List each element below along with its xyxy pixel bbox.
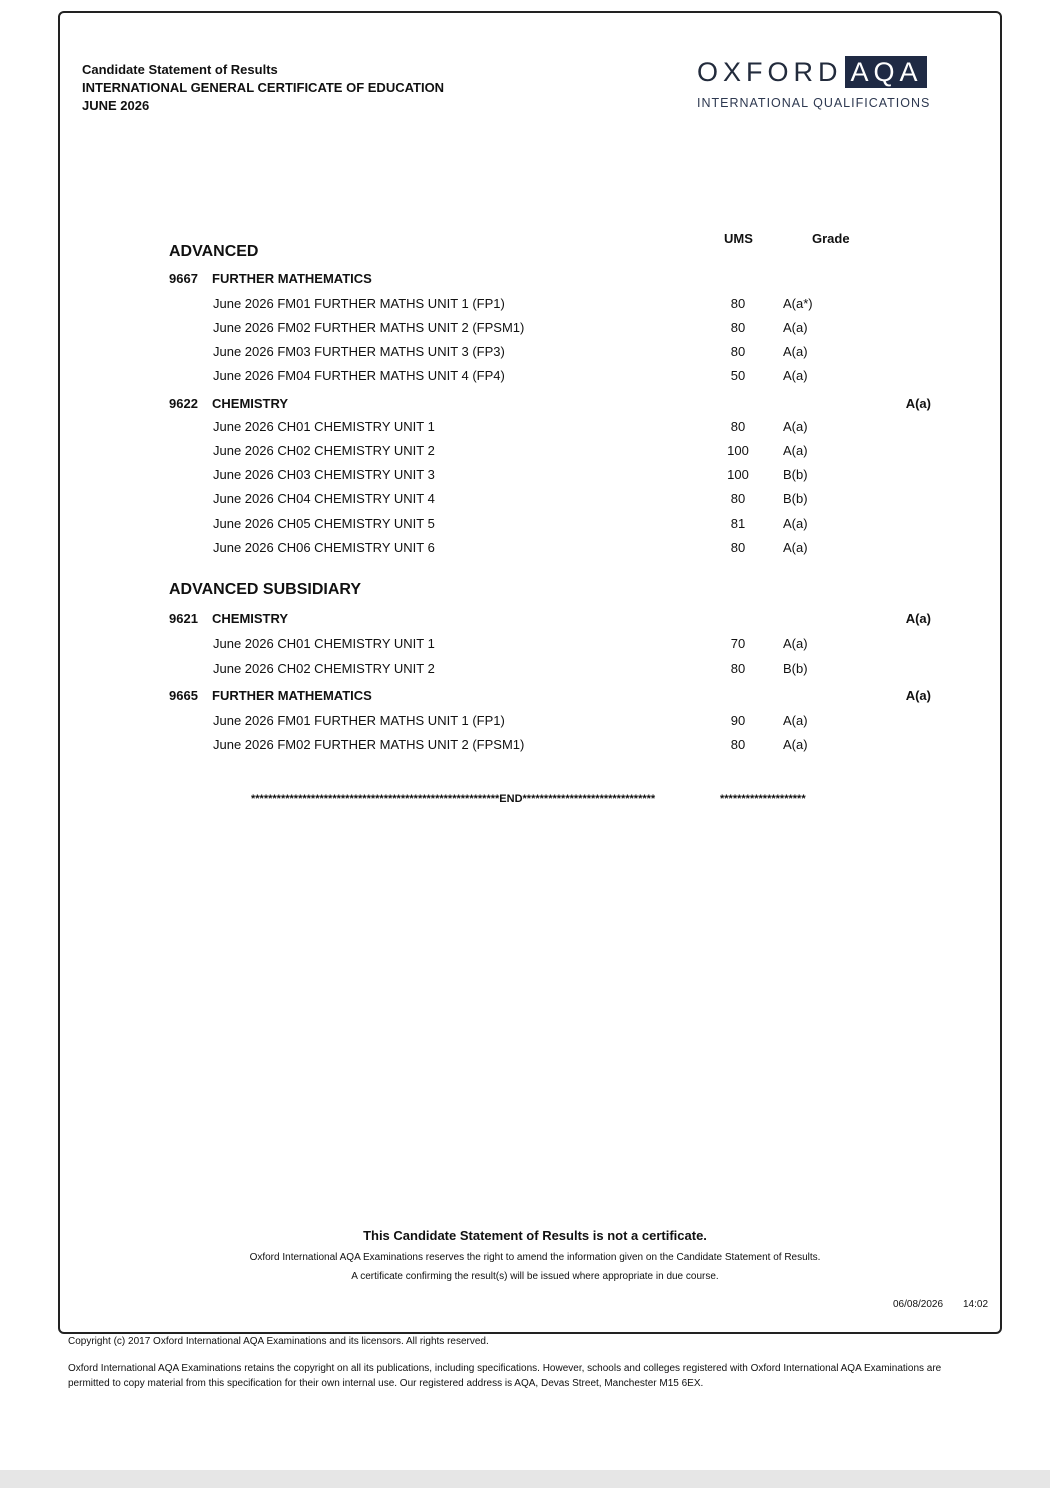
unit-grade: A(a*)	[783, 296, 813, 311]
unit-name: June 2026 CH06 CHEMISTRY UNIT 6	[213, 540, 435, 555]
subject-code: 9665	[169, 688, 198, 703]
unit-grade: A(a)	[783, 516, 808, 531]
unit-row	[0, 318, 1050, 338]
unit-row	[0, 538, 1050, 558]
unit-row	[0, 489, 1050, 509]
unit-grade: A(a)	[783, 540, 808, 555]
unit-grade: A(a)	[783, 443, 808, 458]
subject-overall-grade: A(a)	[905, 396, 931, 411]
bottom-bar	[0, 1470, 1050, 1488]
unit-name: June 2026 CH01 CHEMISTRY UNIT 1	[213, 636, 435, 651]
end-marker-right: ********************	[720, 793, 806, 805]
legal-line: Oxford International AQA Examinations retains the copyright on all its publications, including specifications. However, schools and colleges registered with Oxford International AQA Examinations are	[68, 1363, 942, 1374]
subject-overall-grade: A(a)	[905, 611, 931, 626]
not-certificate-notice: This Candidate Statement of Results is not a certificate.	[363, 1228, 707, 1243]
unit-ums: 100	[727, 443, 749, 458]
unit-grade: A(a)	[783, 636, 808, 651]
unit-name: June 2026 FM01 FURTHER MATHS UNIT 1 (FP1)	[213, 713, 505, 728]
unit-name: June 2026 CH01 CHEMISTRY UNIT 1	[213, 419, 435, 434]
end-marker-left: **********************************************************END*******************************	[251, 793, 656, 805]
unit-ums: 81	[730, 516, 746, 531]
logo-subtitle: INTERNATIONAL QUALIFICATIONS	[697, 96, 931, 110]
unit-row	[0, 294, 1050, 314]
subject-code: 9622	[169, 396, 198, 411]
statement-title: Candidate Statement of Results	[82, 62, 278, 77]
unit-name: June 2026 FM01 FURTHER MATHS UNIT 1 (FP1)	[213, 296, 505, 311]
unit-row	[0, 514, 1050, 534]
logo-aqa-box: AQA	[845, 56, 927, 88]
unit-name: June 2026 CH04 CHEMISTRY UNIT 4	[213, 491, 435, 506]
unit-ums: 80	[730, 320, 746, 335]
unit-ums: 70	[730, 636, 746, 651]
unit-grade: A(a)	[783, 320, 808, 335]
unit-grade: B(b)	[783, 661, 808, 676]
issue-time: 14:02	[963, 1299, 989, 1310]
unit-ums: 80	[730, 661, 746, 676]
unit-row	[0, 465, 1050, 485]
unit-grade: B(b)	[783, 491, 808, 506]
unit-name: June 2026 CH02 CHEMISTRY UNIT 2	[213, 443, 435, 458]
qualification-title: INTERNATIONAL GENERAL CERTIFICATE OF EDUCATION	[82, 80, 445, 95]
unit-ums: 80	[730, 419, 746, 434]
oxford-aqa-logo	[697, 56, 935, 110]
section-title-advanced-subsidiary: ADVANCED SUBSIDIARY	[169, 581, 362, 598]
unit-row	[0, 366, 1050, 386]
ums-column-header: UMS	[724, 231, 753, 246]
unit-ums: 50	[730, 368, 746, 383]
subject-overall-grade: A(a)	[905, 688, 931, 703]
unit-ums: 100	[727, 467, 749, 482]
subject-row	[0, 686, 1050, 706]
copyright-text: Copyright (c) 2017 Oxford International AQA Examinations and its licensors. All rights reserved.	[68, 1336, 489, 1347]
unit-row	[0, 735, 1050, 755]
unit-ums: 80	[730, 296, 746, 311]
logo-oxford-text: OXFORD	[697, 57, 843, 87]
issue-date: 06/08/2026	[893, 1299, 944, 1310]
unit-ums: 80	[730, 491, 746, 506]
unit-name: June 2026 FM02 FURTHER MATHS UNIT 2 (FPSM1)	[213, 320, 525, 335]
unit-name: June 2026 CH03 CHEMISTRY UNIT 3	[213, 467, 435, 482]
subject-row	[0, 269, 1050, 289]
unit-name: June 2026 FM03 FURTHER MATHS UNIT 3 (FP3)	[213, 344, 505, 359]
unit-grade: A(a)	[783, 419, 808, 434]
unit-grade: A(a)	[783, 344, 808, 359]
certificate-notice: A certificate confirming the result(s) will be issued where appropriate in due course.	[351, 1271, 719, 1282]
unit-name: June 2026 CH05 CHEMISTRY UNIT 5	[213, 516, 435, 531]
unit-grade: A(a)	[783, 368, 808, 383]
subject-name: CHEMISTRY	[212, 611, 289, 626]
section-title-advanced: ADVANCED	[169, 243, 259, 260]
subject-code: 9667	[169, 271, 198, 286]
unit-ums: 90	[730, 713, 746, 728]
unit-name: June 2026 FM04 FURTHER MATHS UNIT 4 (FP4)	[213, 368, 505, 383]
unit-ums: 80	[730, 737, 746, 752]
unit-name: June 2026 FM02 FURTHER MATHS UNIT 2 (FPSM1)	[213, 737, 525, 752]
grade-column-header: Grade	[812, 231, 850, 246]
series-title: JUNE 2026	[82, 98, 150, 113]
unit-row	[0, 342, 1050, 362]
legal-text	[68, 1361, 941, 1391]
unit-ums: 80	[730, 344, 746, 359]
unit-row	[0, 634, 1050, 654]
unit-row	[0, 441, 1050, 461]
unit-row	[0, 417, 1050, 437]
unit-grade: A(a)	[783, 737, 808, 752]
subject-name: FURTHER MATHEMATICS	[212, 688, 372, 703]
amend-notice: Oxford International AQA Examinations reserves the right to amend the information given on the Candidate Statement of Results.	[249, 1252, 821, 1263]
unit-row	[0, 711, 1050, 731]
unit-grade: B(b)	[783, 467, 808, 482]
subject-name: CHEMISTRY	[212, 396, 289, 411]
legal-line: permitted to copy material from this specification for their own internal use. Our registered address is AQA, Devas Street, Manchester M15 6EX.	[68, 1378, 704, 1389]
unit-ums: 80	[730, 540, 746, 555]
document-header	[82, 61, 444, 115]
subject-row	[0, 394, 1050, 414]
unit-grade: A(a)	[783, 713, 808, 728]
subject-name: FURTHER MATHEMATICS	[212, 271, 372, 286]
unit-name: June 2026 CH02 CHEMISTRY UNIT 2	[213, 661, 435, 676]
subject-row	[0, 609, 1050, 629]
unit-row	[0, 659, 1050, 679]
subject-code: 9621	[169, 611, 198, 626]
